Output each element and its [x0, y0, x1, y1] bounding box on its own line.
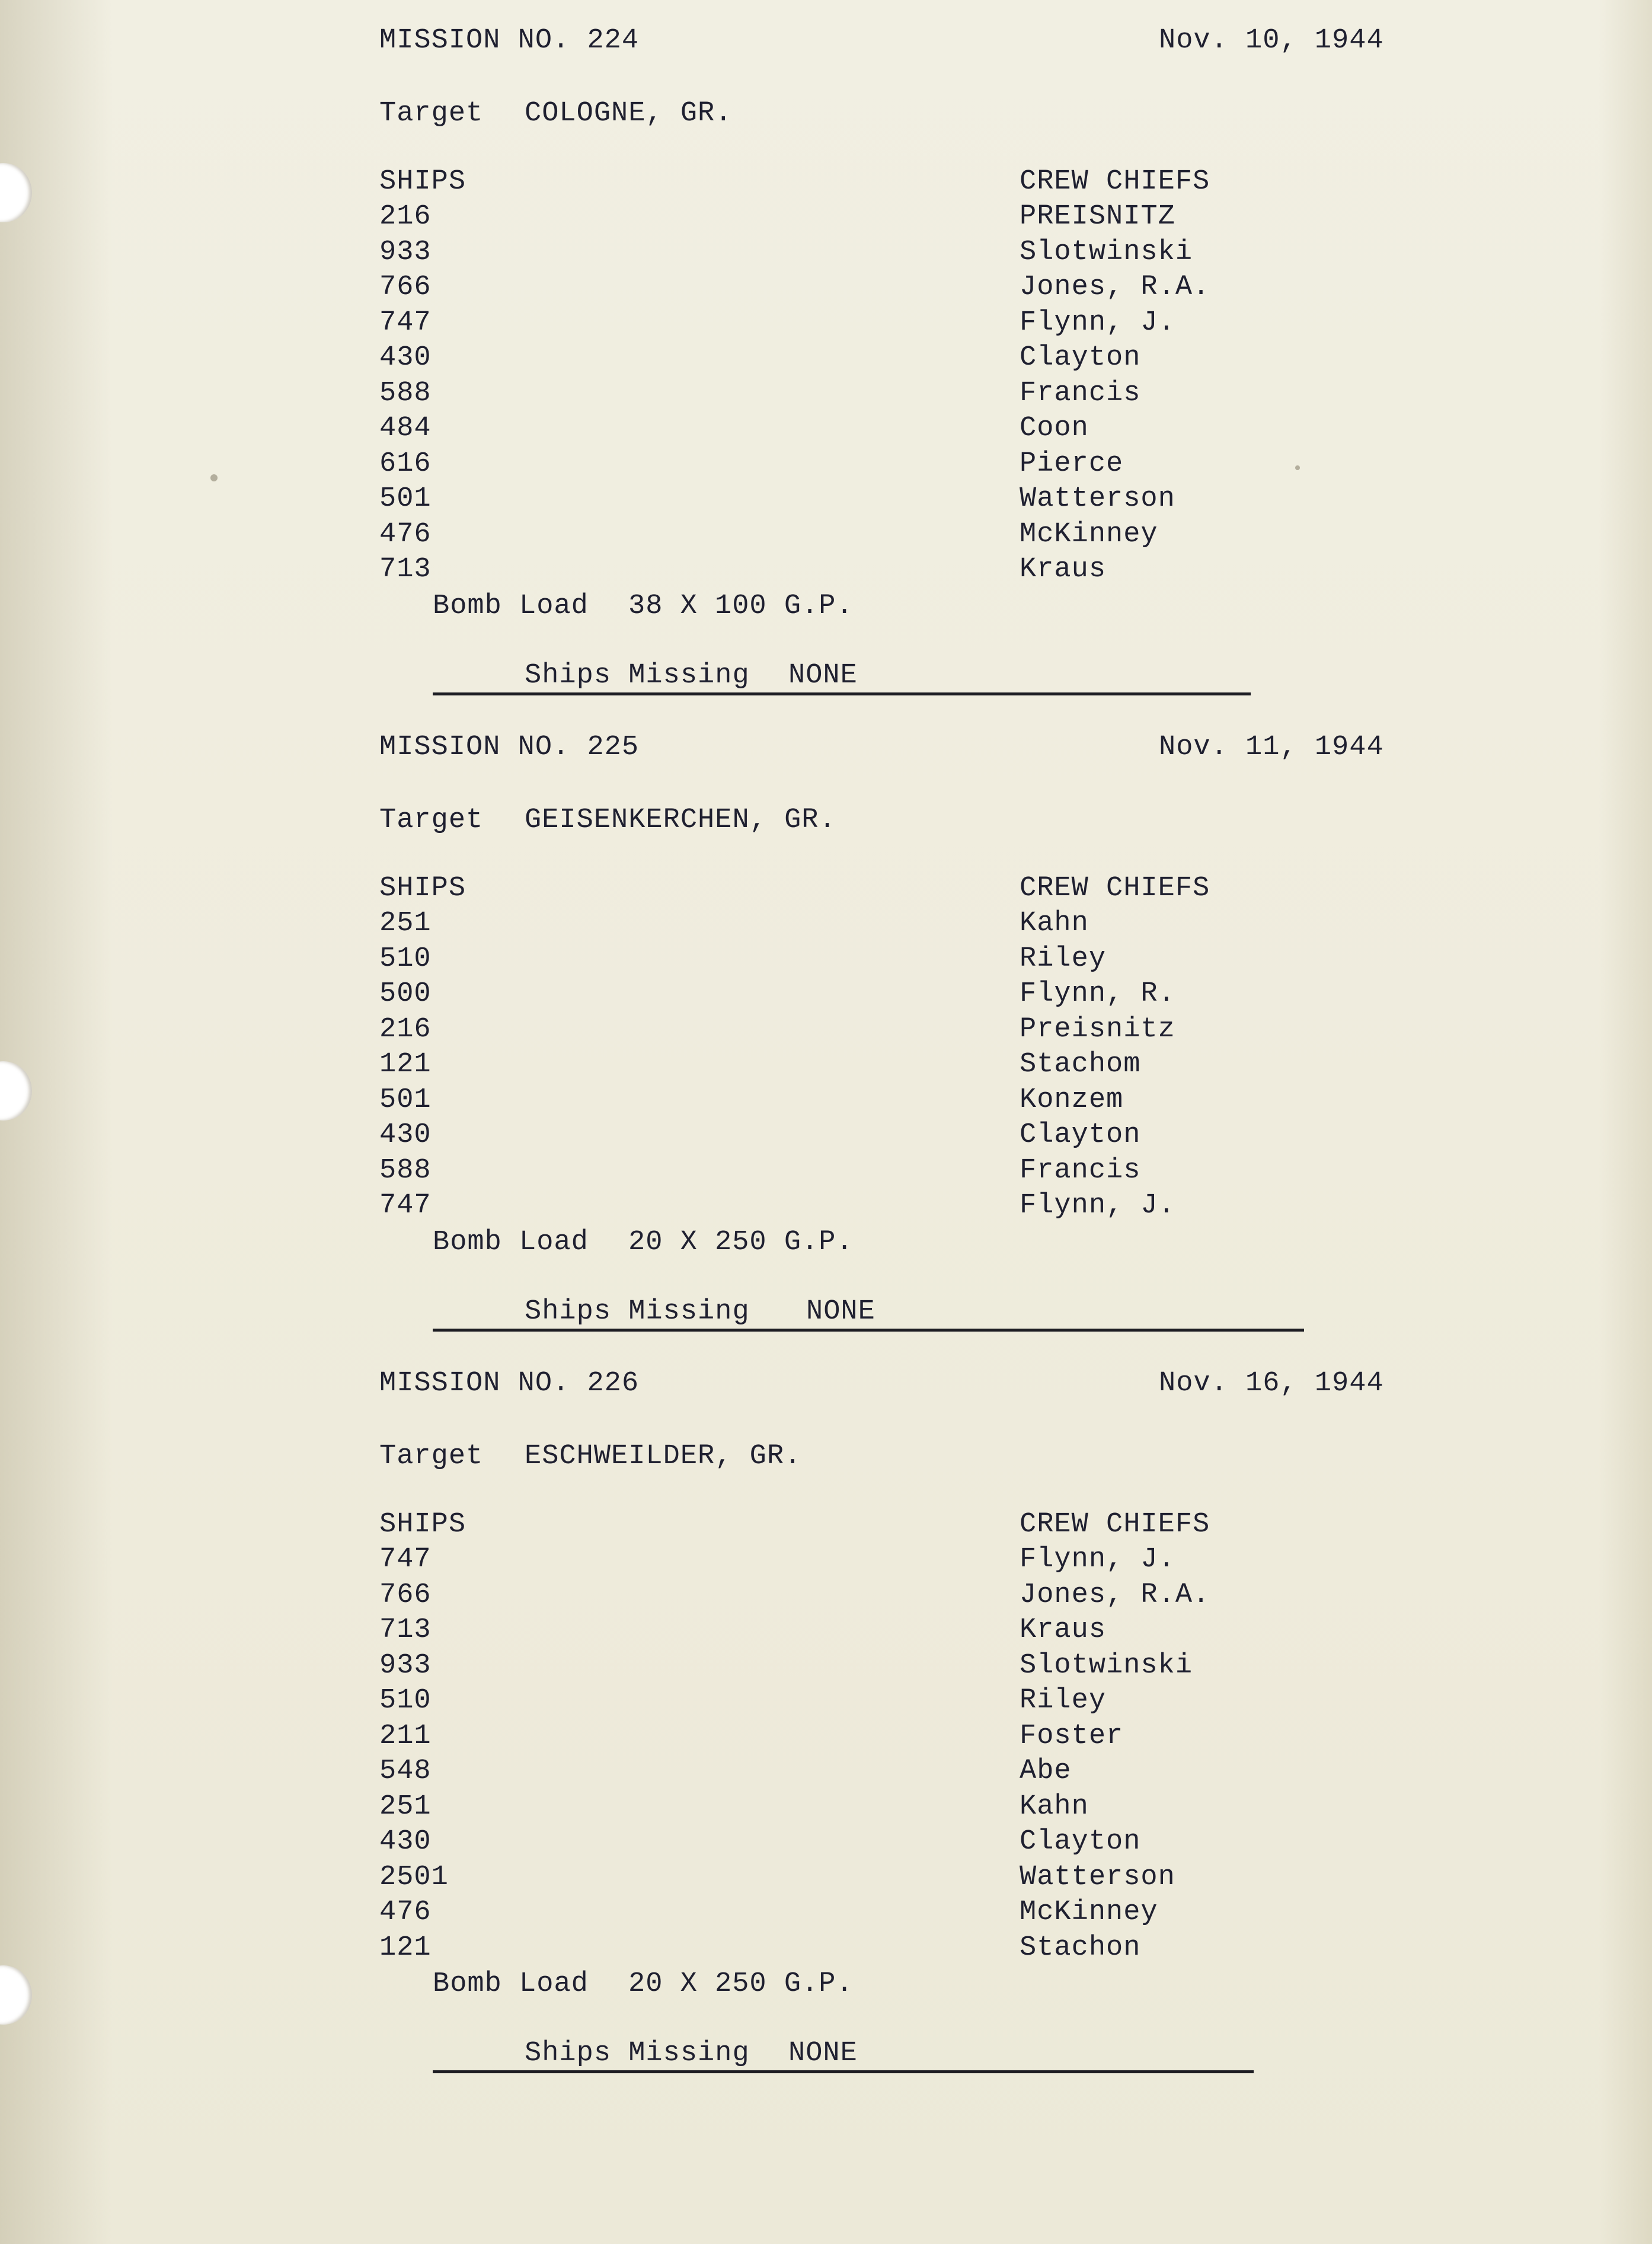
bomb-load-value: 20 X 250 G.P. — [628, 1968, 854, 2000]
ships-header: SHIPS — [379, 166, 466, 197]
page-edge-shading — [1599, 0, 1652, 2244]
ship-number: 2501 — [379, 1861, 449, 1893]
crew-chief-name: Clayton — [1020, 1826, 1141, 1857]
section-divider — [433, 692, 1251, 695]
crew-chief-name: Flynn, J. — [1020, 1190, 1175, 1221]
section-divider — [433, 1329, 1304, 1332]
ship-number: 713 — [379, 554, 432, 585]
crew-chief-name: Preisnitz — [1020, 1013, 1175, 1045]
ship-number: 501 — [379, 483, 432, 515]
ship-number: 747 — [379, 1190, 432, 1221]
ships-missing-value: NONE — [788, 659, 858, 691]
crew-chiefs-header: CREW CHIEFS — [1020, 1509, 1210, 1540]
crew-chief-name: Jones, R.A. — [1020, 1579, 1210, 1611]
ship-number: 588 — [379, 377, 432, 409]
crew-chief-name: Stachom — [1020, 1049, 1141, 1080]
ship-number: 933 — [379, 1649, 432, 1681]
crew-chief-name: Foster — [1020, 1720, 1124, 1752]
ship-number: 121 — [379, 1932, 432, 1964]
ships-missing-label: Ships Missing — [525, 1295, 750, 1327]
crew-chief-name: Slotwinski — [1020, 1649, 1193, 1681]
crew-chief-name: Kahn — [1020, 1790, 1089, 1822]
ship-number: 933 — [379, 236, 432, 268]
ship-number: 216 — [379, 201, 432, 232]
ship-number: 251 — [379, 1790, 432, 1822]
crew-chief-name: Kahn — [1020, 908, 1089, 939]
page-edge-shading — [0, 0, 113, 2244]
ship-number: 766 — [379, 272, 432, 303]
paper-spot — [210, 474, 218, 481]
ships-missing-value: NONE — [806, 1295, 875, 1327]
ship-number: 216 — [379, 1013, 432, 1045]
target-name: GEISENKERCHEN, GR. — [525, 805, 836, 836]
ship-number: 548 — [379, 1755, 432, 1787]
target-name: COLOGNE, GR. — [525, 98, 733, 129]
crew-chief-name: Flynn, J. — [1020, 1544, 1175, 1575]
crew-chief-name: Kraus — [1020, 1614, 1107, 1646]
bomb-load-label: Bomb Load — [433, 590, 589, 622]
ship-number: 501 — [379, 1084, 432, 1116]
mission-date: Nov. 10, 1944 — [1159, 25, 1384, 56]
mission-title: MISSION NO. 225 — [379, 732, 640, 763]
ship-number: 510 — [379, 943, 432, 975]
ship-number: 713 — [379, 1614, 432, 1646]
crew-chief-name: Abe — [1020, 1755, 1072, 1787]
crew-chief-name: Konzem — [1020, 1084, 1124, 1116]
crew-chief-name: Watterson — [1020, 1861, 1175, 1893]
ship-number: 766 — [379, 1579, 432, 1611]
crew-chief-name: McKinney — [1020, 1897, 1158, 1928]
crew-chief-name: PREISNITZ — [1020, 201, 1175, 232]
ship-number: 121 — [379, 1049, 432, 1080]
bomb-load-label: Bomb Load — [433, 1226, 589, 1258]
bomb-load-value: 20 X 250 G.P. — [628, 1226, 854, 1258]
crew-chief-name: Clayton — [1020, 342, 1141, 374]
paper-spot — [1295, 465, 1300, 470]
target-name: ESCHWEILDER, GR. — [525, 1441, 802, 1472]
crew-chiefs-header: CREW CHIEFS — [1020, 873, 1210, 904]
crew-chief-name: Francis — [1020, 377, 1141, 409]
ship-number: 747 — [379, 1544, 432, 1575]
mission-title: MISSION NO. 226 — [379, 1368, 640, 1399]
crew-chief-name: Riley — [1020, 943, 1107, 975]
bomb-load-label: Bomb Load — [433, 1968, 589, 2000]
ships-missing-label: Ships Missing — [525, 2038, 750, 2069]
ship-number: 430 — [379, 1119, 432, 1151]
crew-chief-name: Watterson — [1020, 483, 1175, 515]
ship-number: 588 — [379, 1154, 432, 1186]
ships-missing-value: NONE — [788, 2038, 858, 2069]
crew-chief-name: Clayton — [1020, 1119, 1141, 1151]
target-label: Target — [379, 98, 484, 129]
crew-chief-name: Riley — [1020, 1685, 1107, 1716]
ship-number: 747 — [379, 307, 432, 339]
crew-chiefs-header: CREW CHIEFS — [1020, 166, 1210, 197]
ship-number: 430 — [379, 342, 432, 374]
ship-number: 500 — [379, 978, 432, 1010]
section-divider — [433, 2070, 1254, 2073]
ship-number: 616 — [379, 448, 432, 480]
crew-chief-name: Coon — [1020, 413, 1089, 444]
target-label: Target — [379, 1441, 484, 1472]
ships-missing-label: Ships Missing — [525, 659, 750, 691]
mission-date: Nov. 16, 1944 — [1159, 1368, 1384, 1399]
mission-title: MISSION NO. 224 — [379, 25, 640, 56]
crew-chief-name: Pierce — [1020, 448, 1124, 480]
crew-chief-name: Stachon — [1020, 1932, 1141, 1964]
crew-chief-name: Francis — [1020, 1154, 1141, 1186]
bomb-load-value: 38 X 100 G.P. — [628, 590, 854, 622]
mission-date: Nov. 11, 1944 — [1159, 732, 1384, 763]
crew-chief-name: Flynn, J. — [1020, 307, 1175, 339]
ship-number: 476 — [379, 518, 432, 550]
ship-number: 251 — [379, 908, 432, 939]
crew-chief-name: McKinney — [1020, 518, 1158, 550]
ship-number: 484 — [379, 413, 432, 444]
crew-chief-name: Jones, R.A. — [1020, 272, 1210, 303]
ship-number: 211 — [379, 1720, 432, 1752]
ships-header: SHIPS — [379, 1509, 466, 1540]
crew-chief-name: Flynn, R. — [1020, 978, 1175, 1010]
ship-number: 510 — [379, 1685, 432, 1716]
ships-header: SHIPS — [379, 873, 466, 904]
crew-chief-name: Kraus — [1020, 554, 1107, 585]
crew-chief-name: Slotwinski — [1020, 236, 1193, 268]
ship-number: 430 — [379, 1826, 432, 1857]
ship-number: 476 — [379, 1897, 432, 1928]
target-label: Target — [379, 805, 484, 836]
